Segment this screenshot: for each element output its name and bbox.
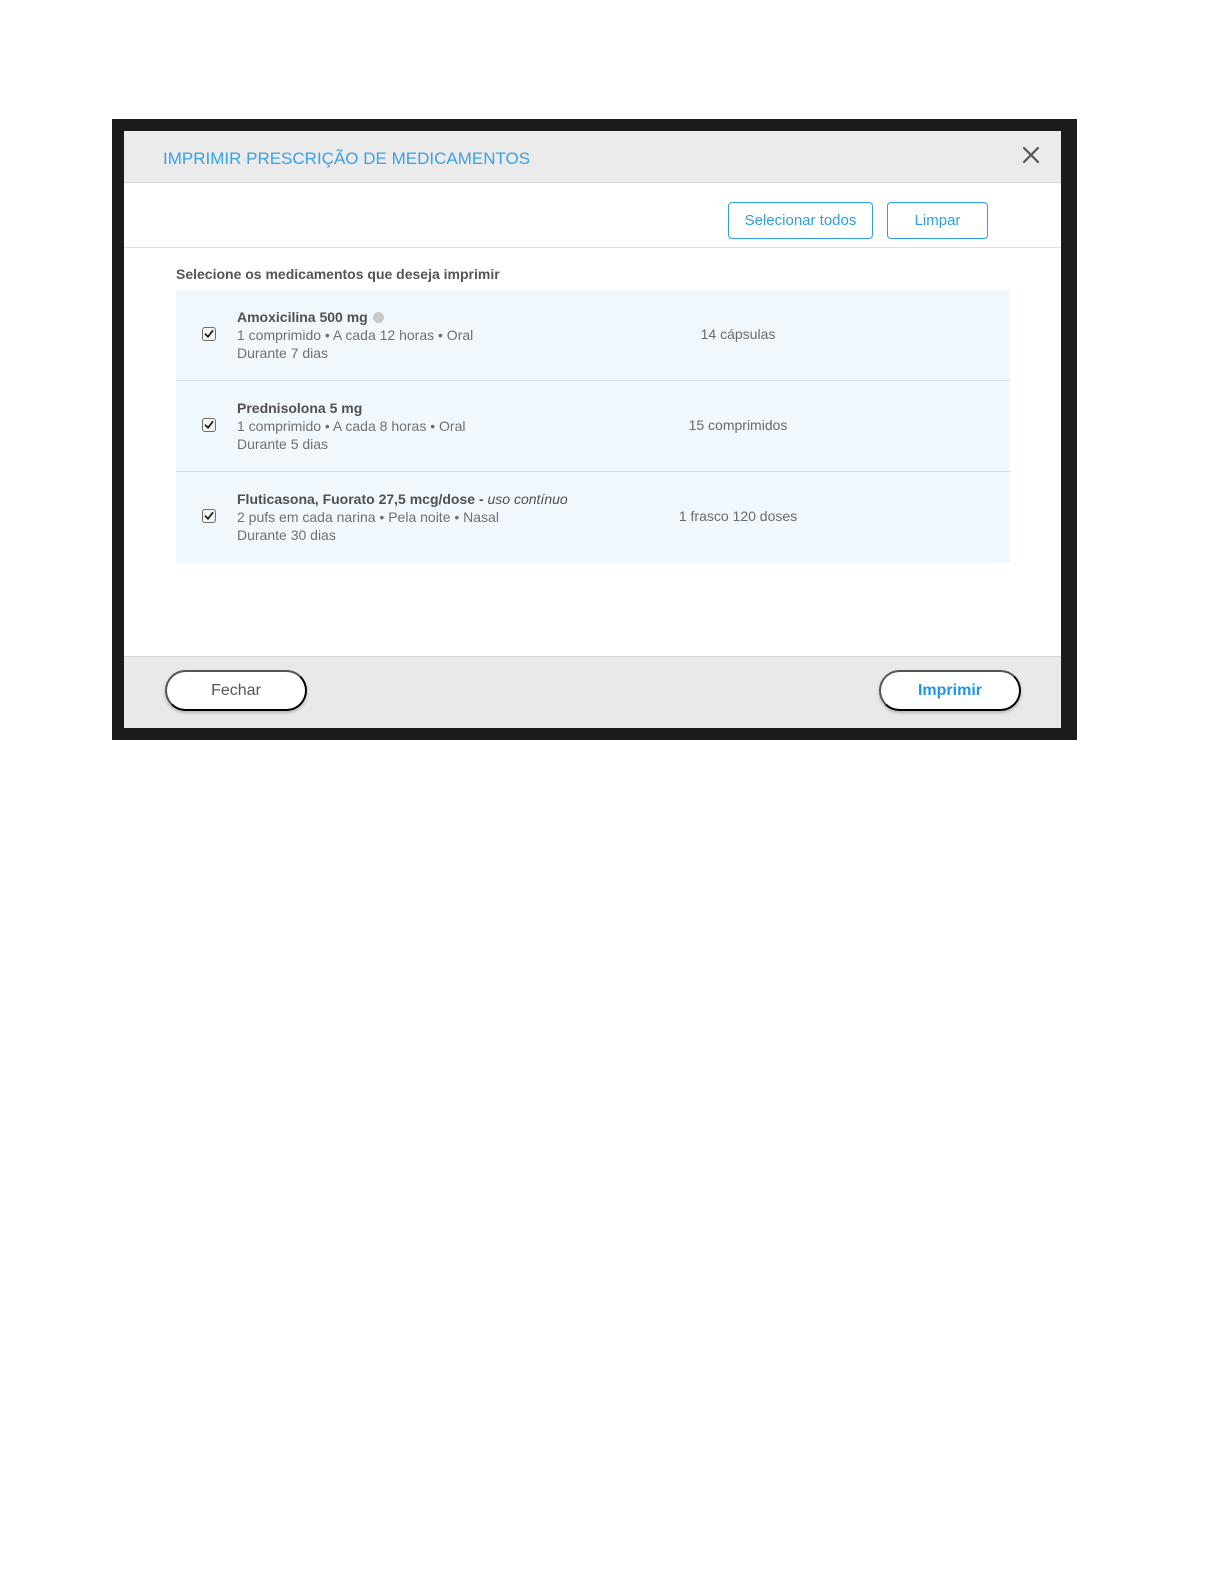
status-dot-icon xyxy=(373,312,384,323)
medication-quantity: 14 cápsulas xyxy=(700,326,776,342)
dialog-footer xyxy=(124,656,1061,728)
dialog-toolbar xyxy=(124,183,1061,248)
medication-checkbox[interactable] xyxy=(202,327,216,341)
modal-backdrop-frame xyxy=(112,119,1077,740)
select-all-button[interactable]: Selecionar todos xyxy=(728,202,873,239)
medication-row[interactable] xyxy=(176,381,1010,472)
medication-details xyxy=(237,490,568,544)
print-prescription-dialog xyxy=(124,131,1061,728)
medication-name: Amoxicilina 500 mg xyxy=(237,309,368,325)
medication-dosage: 1 comprimido • A cada 8 horas • Oral xyxy=(237,418,466,434)
dialog-header xyxy=(124,131,1061,183)
close-icon[interactable] xyxy=(1019,143,1043,167)
medication-row[interactable] xyxy=(176,472,1010,563)
medication-name: Prednisolona 5 mg xyxy=(237,400,363,416)
medication-duration: Durante 30 dias xyxy=(237,527,336,543)
medication-dosage: 2 pufs em cada narina • Pela noite • Nasal xyxy=(237,509,499,525)
dialog-title: IMPRIMIR PRESCRIÇÃO DE MEDICAMENTOS xyxy=(163,149,531,168)
clear-button[interactable]: Limpar xyxy=(887,202,988,239)
medication-checkbox[interactable] xyxy=(202,418,216,432)
close-button[interactable]: Fechar xyxy=(165,670,307,711)
print-button[interactable]: Imprimir xyxy=(879,670,1021,711)
medication-duration: Durante 7 dias xyxy=(237,345,329,361)
medication-list xyxy=(176,290,1010,563)
medication-note: uso contínuo xyxy=(487,491,568,507)
medication-quantity: 1 frasco 120 doses xyxy=(678,508,798,524)
medication-details xyxy=(237,308,473,362)
medication-row[interactable] xyxy=(176,290,1010,381)
medication-name: Fluticasona, Fuorato 27,5 mcg/dose - xyxy=(237,491,488,507)
section-label: Selecione os medicamentos que deseja imprimir xyxy=(176,266,500,282)
medication-dosage: 1 comprimido • A cada 12 horas • Oral xyxy=(237,327,474,343)
medication-quantity: 15 comprimidos xyxy=(688,417,788,433)
medication-checkbox[interactable] xyxy=(202,509,216,523)
medication-details xyxy=(237,399,465,453)
medication-duration: Durante 5 dias xyxy=(237,436,329,452)
